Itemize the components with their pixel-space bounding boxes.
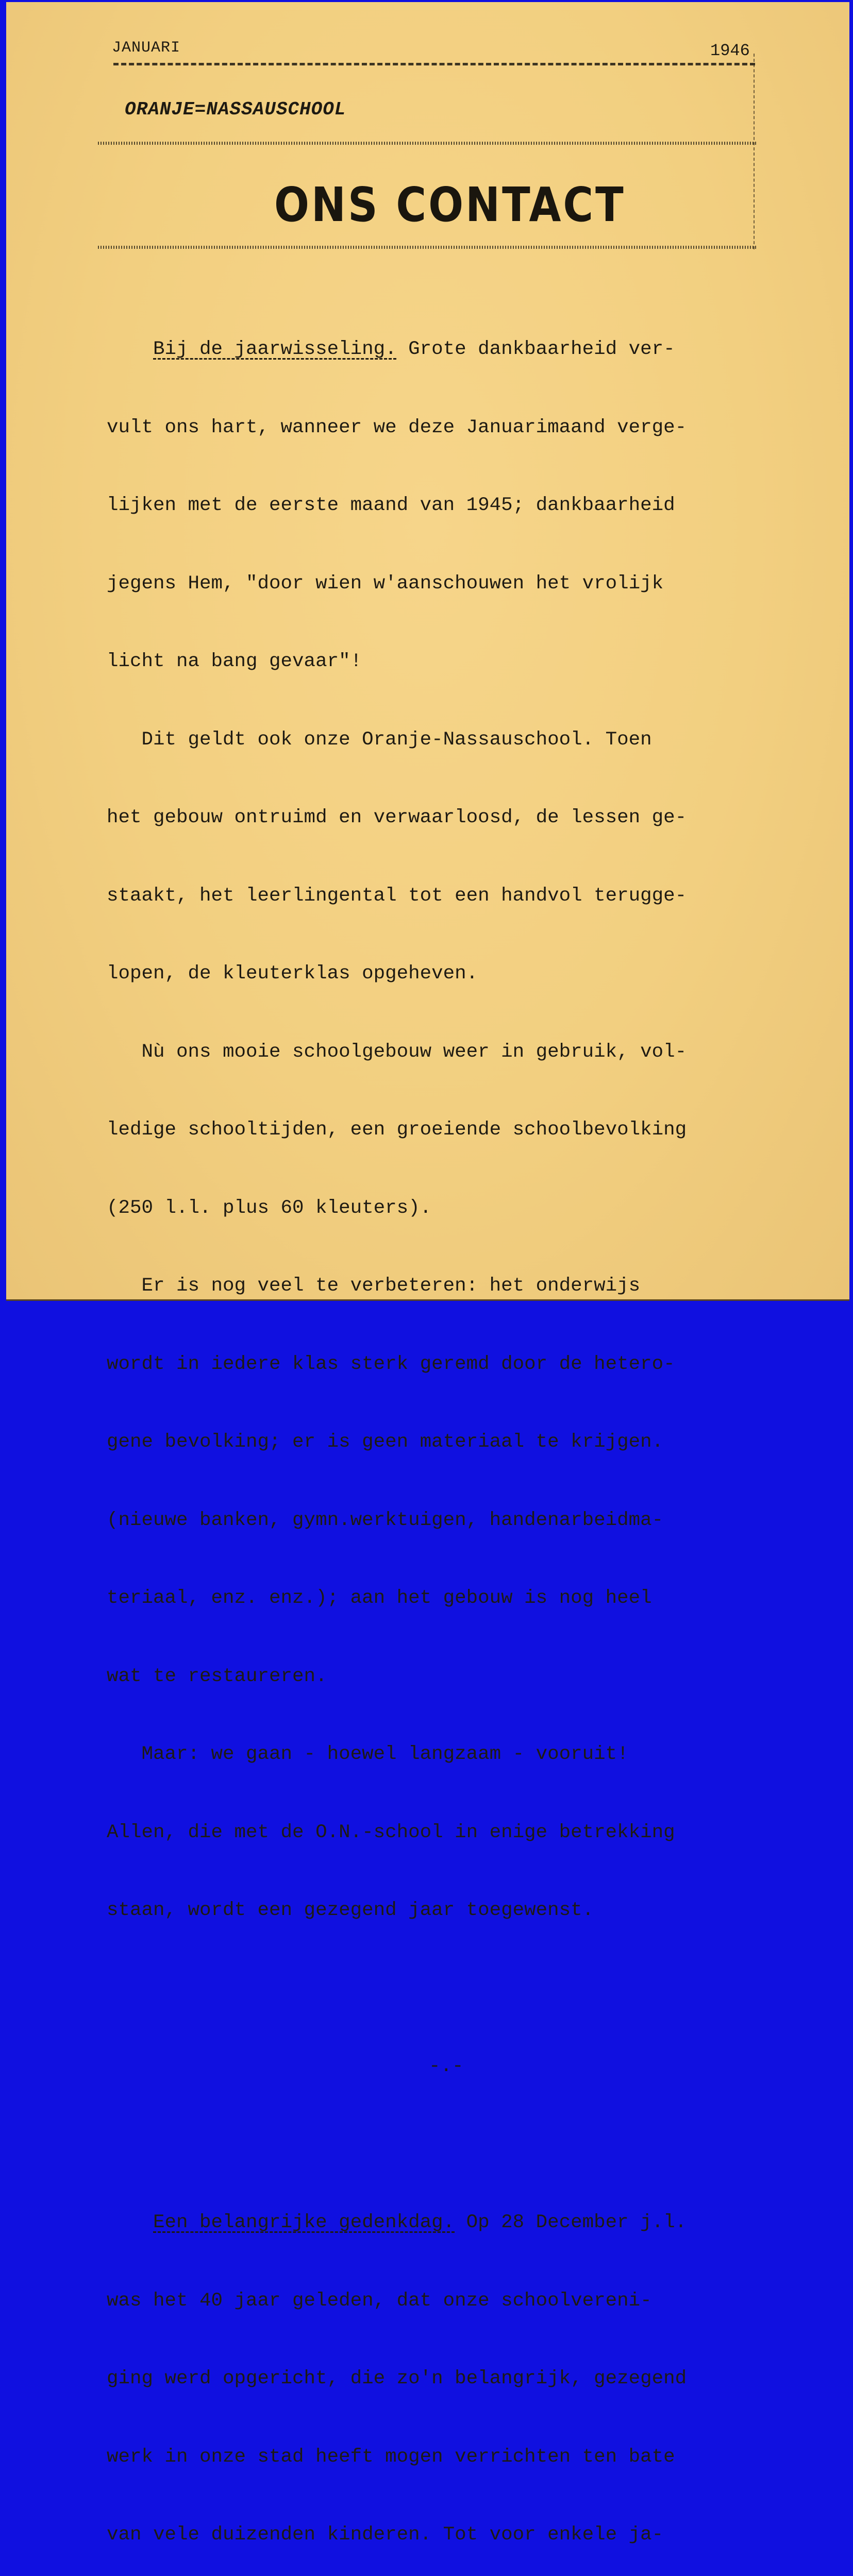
text-line: Allen, die met de O.N.-school in enige betrekking (107, 1821, 675, 1843)
text-line: lijken met de eerste maand van 1945; dankbaarheid (107, 495, 675, 516)
text-line: licht na bang gevaar"! (107, 651, 362, 672)
text-line: gene bevolking; er is geen materiaal te krijgen. (107, 1431, 664, 1453)
article-2-first-line (107, 2210, 792, 2236)
header-divider (113, 63, 755, 65)
text-line: Op 28 December j.l. (455, 2212, 687, 2233)
article-2-heading: Een belangrijke gedenkdag. (153, 2212, 455, 2233)
text-line: het gebouw ontruimd en verwaarloosd, de lessen ge- (107, 807, 687, 828)
article-1-first-line (107, 336, 792, 363)
text-line: Nù ons mooie schoolgebouw weer in gebruik, vol- (107, 1041, 687, 1063)
title-rule-bottom (98, 246, 757, 249)
text-line: Grote dankbaarheid ver- (396, 338, 675, 360)
text-line: staan, wordt een gezegend jaar toegewenst. (107, 1900, 594, 1921)
text-line: wat te restaureren. (107, 1665, 327, 1687)
issue-month: JANUARI (112, 39, 181, 57)
text-line: jegens Hem, "door wien w'aanschouwen het vrolijk (107, 572, 664, 595)
section-separator: -.- (429, 2056, 464, 2077)
text-line: teriaal, enz. enz.); aan het gebouw is nog heel (107, 1587, 652, 1609)
text-line: Maar: we gaan - hoewel langzaam - vooruit! (107, 1743, 629, 1765)
text-line: van vele duizenden kinderen. Tot voor enkele ja- (107, 2524, 664, 2546)
issue-year: 1946 (710, 41, 750, 60)
newsletter-title: ONS CONTACT (274, 177, 626, 232)
article-body (107, 284, 792, 2576)
text-line: lopen, de kleuterklas opgeheven. (107, 963, 478, 985)
text-line: (250 l.l. plus 60 kleuters). (107, 1197, 432, 1219)
spacer (107, 2132, 792, 2158)
title-rule-top (98, 142, 757, 145)
text-line: Er is nog veel te verbeteren: het onderwijs (107, 1275, 641, 1297)
text-line: werk in onze stad heeft mogen verrichten ten bate (107, 2446, 675, 2468)
text-line: was het 40 jaar geleden, dat onze schoolvereni- (107, 2290, 652, 2312)
spacer (107, 1976, 792, 2002)
text-line: vult ons hart, wanneer we deze Januarimaand verge- (107, 416, 687, 438)
text-line: ledige schooltijden, een groeiende schoolbevolking (107, 1119, 687, 1141)
article-1-heading: Bij de jaarwisseling. (153, 338, 397, 360)
margin-rule (754, 54, 755, 249)
text-line: ging werd opgericht, die zo'n belangrijk, gezegend (107, 2368, 687, 2389)
newsletter-page (6, 2, 849, 2546)
text-line: wordt in iedere klas sterk geremd door de hetero- (107, 1353, 675, 1375)
text-line: staakt, het leerlingental tot een handvol terugge- (107, 885, 687, 907)
text-line: Dit geldt ook onze Oranje-Nassauschool. Toen (107, 728, 652, 751)
school-name: ORANJE=NASSAUSCHOOL (125, 99, 346, 120)
text-line: (nieuwe banken, gymn.werktuigen, handenarbeidma- (107, 1509, 664, 1531)
